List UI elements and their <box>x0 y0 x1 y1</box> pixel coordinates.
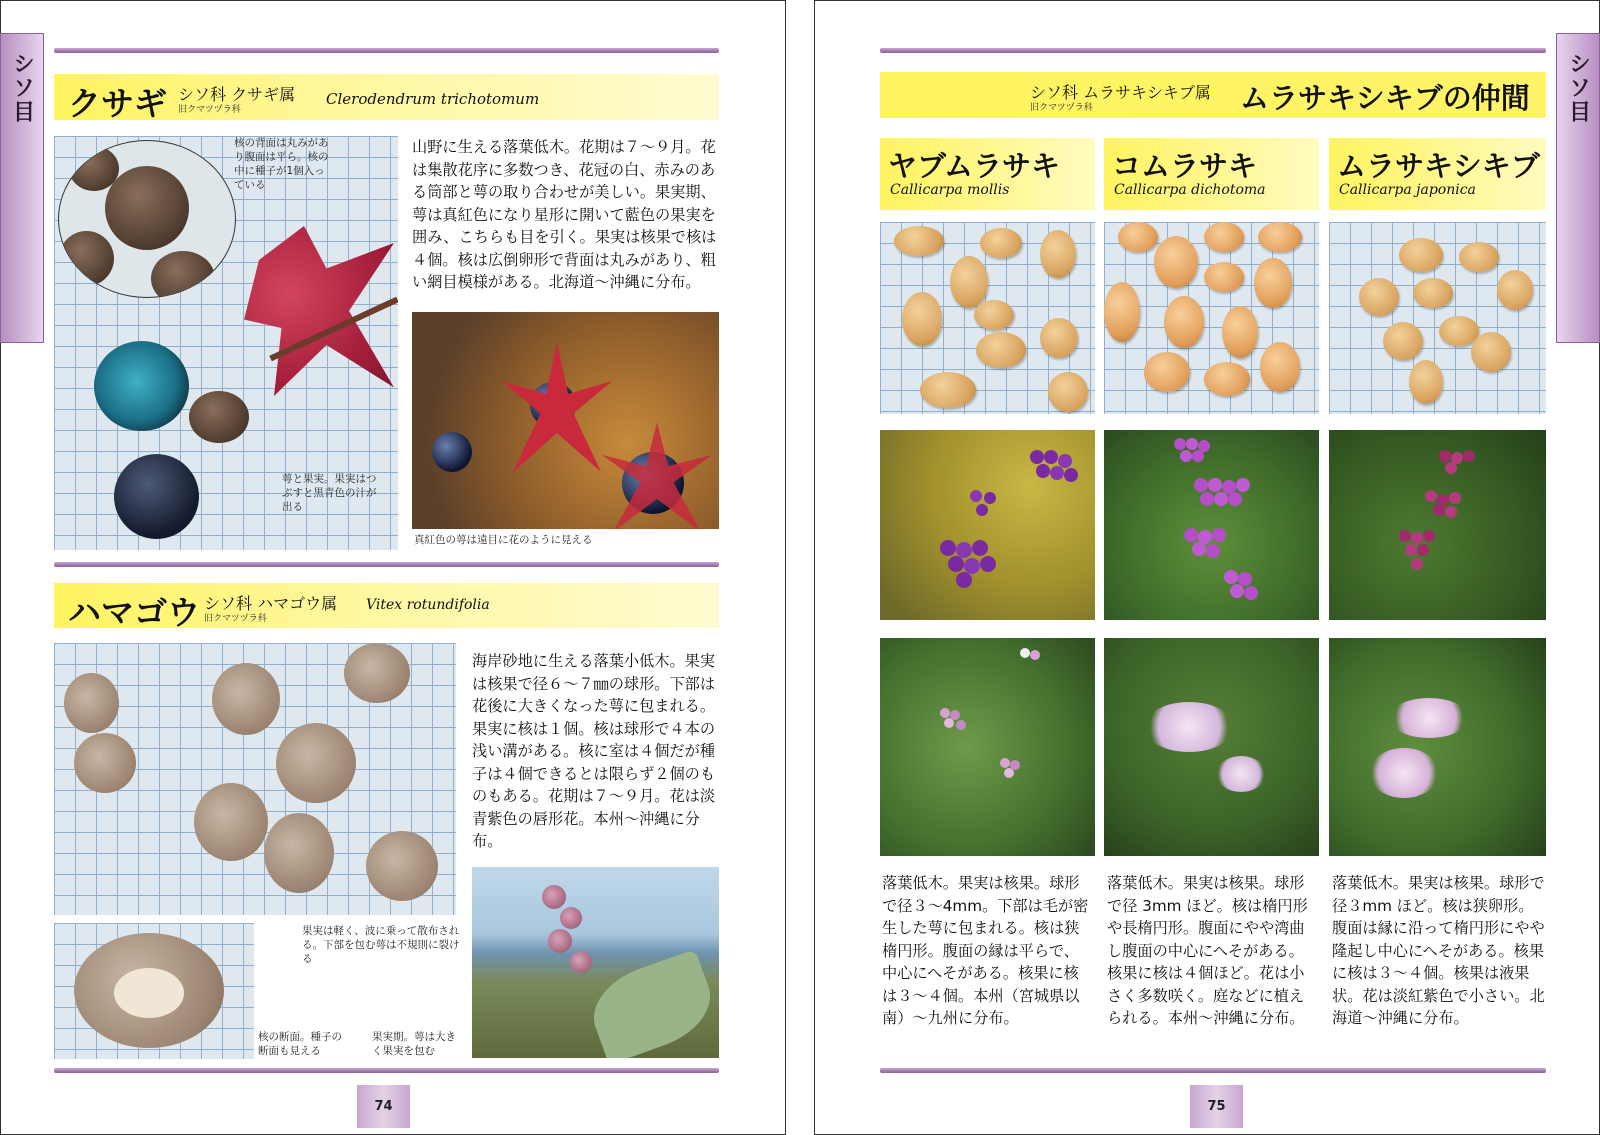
kusagi-seed-photo <box>54 136 398 550</box>
top-rule-left <box>54 48 719 53</box>
species-berry-photo-3 <box>1329 430 1546 620</box>
hamagou-old-family: 旧クマツヅラ科 <box>204 614 267 624</box>
species-seed-photo-1 <box>880 222 1095 414</box>
hamagou-plant-photo <box>472 867 719 1058</box>
hamagou-fruit-caption: 果実は軽く、波に乗って散布される。下部を包む萼は不規則に裂ける <box>302 925 460 965</box>
kusagi-description: 山野に生える落葉低木。花期は７～９月。花は集散花序に多数つき、花冠の白、赤みのある筒部と萼の取り合わせが美しい。果実期、萼は真紅色になり星形に開いて藍色の果実を囲み、こちらも目を引く。果実は核果で核は４個。核は広倒卵形で背面は丸みがあり、粗い網目模様がある。北海道～沖縄に分布。 <box>412 138 717 291</box>
kusagi-scientific: Clerodendrum trichotomum <box>326 90 540 108</box>
hamagou-scientific: Vitex rotundifolia <box>366 597 490 613</box>
kusagi-seed-caption: 核の背面は丸みがあり腹面は平ら。核の中に種子が1個入っている <box>234 137 329 191</box>
left-side-tab-label: シソ目 <box>9 52 35 124</box>
left-side-tab <box>0 33 44 343</box>
species-scientific-3: Callicarpa japonica <box>1339 182 1476 198</box>
right-side-tab <box>1556 33 1600 343</box>
species-scientific-2: Callicarpa dichotoma <box>1114 182 1266 198</box>
species-berry-photo-1 <box>880 430 1095 620</box>
species-header-1 <box>880 138 1095 210</box>
hamagou-family: シソ科 ハマゴウ属 <box>204 594 338 613</box>
hamagou-photo-caption: 果実期。萼は大きく果実を包む <box>372 1031 456 1057</box>
species-header-3 <box>1329 138 1546 210</box>
bottom-rule-right <box>880 1068 1546 1073</box>
species-seed-photo-3 <box>1329 222 1546 414</box>
kusagi-name: クサギ <box>68 84 167 123</box>
species-name-3: ムラサキシキブ <box>1337 149 1540 183</box>
hamagou-section-photo <box>54 923 254 1059</box>
species-description-3: 落葉低木。果実は核果。球形で径３mm ほど。核は狭卵形。腹面は縁に沿って楕円形にやや隆起し中心にへそがある。核果に核は３～４個。核果は液果状。花は淡紅紫色で小さい。北海道～沖縄に分布。 <box>1332 874 1545 1027</box>
hamagou-header <box>54 583 719 632</box>
species-header-2 <box>1104 138 1319 210</box>
species-name-2: コムラサキ <box>1112 149 1258 183</box>
hamagou-description: 海岸砂地に生える落葉小低木。果実は核果で径６～７㎜の球形。下部は花後に大きくなった萼に包まれる。果実に核は１個。核は球形で４本の浅い溝がある。核に室は４個だが種子は４個できるとは限らず２個のものもある。花期は７～９月。花は淡青紫色の唇形花。本州～沖縄に分布。 <box>472 652 715 850</box>
species-flower-photo-3 <box>1329 638 1546 856</box>
magnified-circle <box>58 140 236 298</box>
kusagi-family: シソ科 クサギ属 <box>178 85 296 104</box>
left-page-number: 74 <box>357 1085 410 1128</box>
right-page-number: 75 <box>1190 1085 1243 1128</box>
kusagi-header <box>54 74 719 123</box>
bottom-rule-left <box>54 1068 719 1073</box>
species-description-1: 落葉低木。果実は核果。球形で径３～4mm。下部は毛が密生した萼に包まれる。核は狭楕円形。腹面の縁は平らで、中心にへそがある。核果に核は３～４個。本州（宮城県以南）～九州に分布。 <box>882 874 1089 1027</box>
species-scientific-1: Callicarpa mollis <box>890 182 1010 198</box>
top-rule-right <box>880 48 1546 53</box>
dark-fruit <box>114 454 199 539</box>
hamagou-seed-photo <box>54 643 456 915</box>
murasaki-family: シソ科 ムラサキシキブ属 <box>1030 83 1211 102</box>
blue-fruit <box>94 341 189 431</box>
murasaki-old-family: 旧クマツヅラ科 <box>1030 103 1093 113</box>
species-flower-photo-2 <box>1104 638 1319 856</box>
species-name-1: ヤブムラサキ <box>888 149 1060 183</box>
right-side-tab-label: シソ目 <box>1565 52 1591 124</box>
seed-small <box>189 391 249 443</box>
murasaki-title: ムラサキシキブの仲間 <box>1240 81 1530 115</box>
kusagi-fruit-caption: 萼と果実。果実はつぶすと黒青色の汁が出る <box>282 473 377 513</box>
murasaki-header <box>880 72 1546 118</box>
hamagou-section-caption: 核の断面。種子の断面も見える <box>258 1031 342 1057</box>
middle-rule-left <box>54 562 719 567</box>
species-description-2: 落葉低木。果実は核果。球形で径 3mm ほど。核は楕円形や長楕円形。腹面にやや湾曲し腹面の中心にへそがある。核果に核は４個ほど。花は小さく多数咲く。庭などに植えられる。本州～沖縄に分布。 <box>1107 874 1308 1027</box>
species-flower-photo-1 <box>880 638 1095 856</box>
species-seed-photo-2 <box>1104 222 1319 414</box>
kusagi-old-family: 旧クマツヅラ科 <box>178 105 241 115</box>
species-berry-photo-2 <box>1104 430 1319 620</box>
hamagou-name: ハマゴウ <box>68 593 200 632</box>
kusagi-plant-photo <box>412 312 719 529</box>
kusagi-photo-caption: 真紅色の萼は遠目に花のように見える <box>414 534 593 546</box>
